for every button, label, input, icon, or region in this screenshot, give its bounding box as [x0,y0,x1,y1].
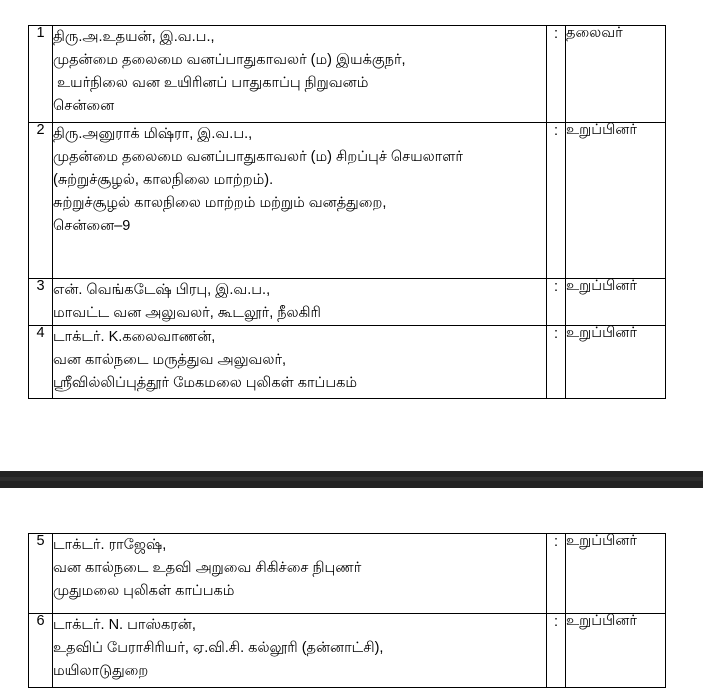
row-role: தலைவர் [566,26,666,123]
row-role: உறுப்பினர் [566,279,666,326]
table-row [29,279,666,326]
row-member-details [53,326,547,399]
member-detail-line: சென்னை–9 [53,218,131,234]
row-serial-number: 2 [29,123,53,279]
member-detail-line: டாக்டர். N. பாஸ்கரன், [53,617,196,633]
row-serial-number: 6 [29,614,53,688]
member-detail-line: திரு.அனுராக் மிஷ்ரா, இ.வ.ப., [53,126,253,142]
table-row [29,26,666,123]
member-detail-line: (சுற்றுச்சூழல், காலநிலை மாற்றம்). [53,172,274,188]
member-detail-line: வன கால்நடை உதவி அறுவை சிகிச்சை நிபுணர் [53,560,362,576]
member-detail-line: முதுமலை புலிகள் காப்பகம் [53,583,235,599]
table-row [29,534,666,614]
table-row [29,614,666,688]
row-colon-separator: : [547,123,566,279]
member-detail-line: டாக்டர். ராஜேஷ், [53,537,167,553]
member-detail-line: உதவிப் பேராசிரியர், ஏ.வி.சி. கல்லூரி (தன்னாட்சி), [53,640,384,656]
member-detail-line: வன கால்நடை மருத்துவ அலுவலர், [53,352,287,368]
row-colon-separator: : [547,534,566,614]
member-detail-line: சென்னை [53,98,115,114]
row-serial-number: 1 [29,26,53,123]
row-colon-separator: : [547,279,566,326]
member-detail-line: ஸ்ரீவில்லிப்புத்தூர் மேகமலை புலிகள் காப்பகம் [53,375,358,391]
row-role: உறுப்பினர் [566,534,666,614]
row-colon-separator: : [547,26,566,123]
member-table-top [28,25,666,399]
member-table-bottom-body [29,534,666,688]
member-detail-line: டாக்டர். K.கலைவாணன், [53,329,216,345]
member-table-top-body [29,26,666,399]
row-colon-separator: : [547,614,566,688]
row-member-details [53,534,547,614]
table-row [29,123,666,279]
separator-band-sheen [0,477,703,481]
page-separator-band [0,471,703,488]
member-detail-line: சுற்றுச்சூழல் காலநிலை மாற்றம் மற்றும் வனத்துறை, [53,195,387,211]
member-detail-line: முதன்மை தலைமை வனப்பாதுகாவலர் (ம) இயக்குநர், [53,52,406,68]
member-detail-line: மாவட்ட வன அலுவலர், கூடலூர், நீலகிரி [53,305,321,321]
row-role: உறுப்பினர் [566,614,666,688]
row-member-details [53,279,547,326]
row-member-details [53,614,547,688]
member-detail-line: முதன்மை தலைமை வனப்பாதுகாவலர் (ம) சிறப்புச் செயலாளர் [53,149,463,165]
row-serial-number: 3 [29,279,53,326]
row-serial-number: 5 [29,534,53,614]
member-detail-line: என். வெங்கடேஷ் பிரபு, இ.வ.ப., [53,282,271,298]
row-colon-separator: : [547,326,566,399]
row-serial-number: 4 [29,326,53,399]
member-detail-line: மயிலாடுதுறை [53,663,149,679]
row-role: உறுப்பினர் [566,326,666,399]
member-table-bottom [28,533,666,688]
row-member-details [53,26,547,123]
member-detail-line: உயர்நிலை வன உயிரினப் பாதுகாப்பு நிறுவனம் [57,75,369,91]
row-member-details [53,123,547,279]
member-detail-line: திரு.அ.உதயன், இ.வ.ப., [53,29,215,45]
table-row [29,326,666,399]
row-role: உறுப்பினர் [566,123,666,279]
